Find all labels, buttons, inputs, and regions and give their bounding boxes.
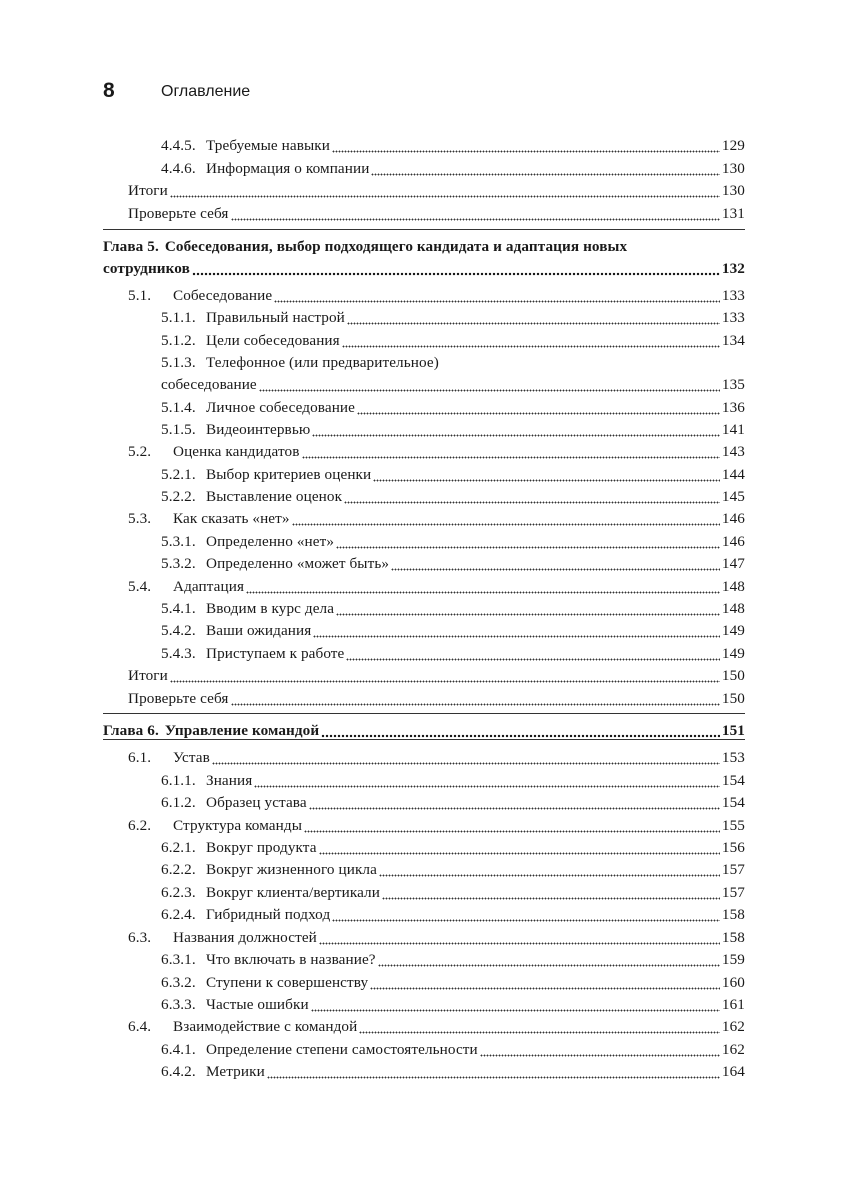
toc-section-entry[interactable] [103, 576, 745, 598]
toc-entry-page: 146 [721, 533, 745, 550]
toc-entry-title: Взаимодействие с командой [173, 1018, 358, 1035]
toc-entry-title: Вводим в курс дела [206, 600, 335, 617]
toc-entry-number: 5.1. [128, 287, 152, 304]
toc-entry-label [161, 352, 439, 374]
toc-entry-label [161, 972, 368, 994]
toc-entry-title: Цели собеседования [206, 332, 340, 349]
dot-leader [170, 180, 720, 202]
toc-section-entry[interactable] [103, 203, 745, 225]
toc-entry-number: 5.1.2. [161, 332, 196, 349]
toc-subsection-entry[interactable] [103, 972, 745, 994]
toc-entry-label [161, 307, 345, 329]
toc-entry-page: 145 [721, 488, 745, 505]
toc-entry-page: 150 [721, 667, 745, 684]
toc-entry-title: Проверьте себя [128, 205, 229, 222]
toc-subsection-entry[interactable] [103, 643, 745, 665]
toc-entry-number: 5.4.1. [161, 600, 196, 617]
toc-entry-title: Ваши ожидания [206, 622, 312, 639]
toc-entry-page: 130 [721, 182, 745, 199]
toc-section-entry[interactable] [103, 665, 745, 687]
toc-entry-label [161, 374, 257, 396]
toc-entry-number: 5.1.4. [161, 399, 196, 416]
toc-entry-number: 5.3.1. [161, 533, 196, 550]
toc-entry-number: 6.3.2. [161, 974, 196, 991]
toc-entry-title: Требуемые навыки [206, 137, 331, 154]
toc-entry-page: 133 [721, 287, 745, 304]
toc-entry-label [161, 330, 340, 352]
toc-entry-title: Структура команды [173, 817, 302, 834]
toc-subsection-entry[interactable] [103, 374, 745, 396]
toc-entry-label [128, 441, 300, 463]
toc-entry-title: Приступаем к работе [206, 645, 345, 662]
toc-subsection-entry[interactable] [103, 837, 745, 859]
toc-entry-number: 6.3.3. [161, 996, 196, 1013]
toc-entry-page: 154 [721, 772, 745, 789]
toc-entry-page: 149 [721, 645, 745, 662]
toc-entry-page: 153 [721, 749, 745, 766]
toc-entry-number: 6.1.1. [161, 772, 196, 789]
toc-entry-page: 134 [721, 332, 745, 349]
toc-entry-page: 147 [721, 555, 745, 572]
toc-entry-number: 6.1. [128, 749, 152, 766]
toc-subsection-entry[interactable] [103, 307, 745, 329]
toc-entry-title: Гибридный подход [206, 906, 331, 923]
toc-entry-label [161, 1039, 478, 1061]
toc-entry-page: 155 [721, 817, 745, 834]
toc-entry-number: 5.1.1. [161, 309, 196, 326]
toc-entry-label [161, 949, 376, 971]
toc-entry-page: 136 [721, 399, 745, 416]
toc-entry-number: Глава 6. [103, 722, 159, 739]
dot-leader [332, 135, 720, 157]
toc-entry-page: 149 [721, 622, 745, 639]
dot-leader [274, 285, 720, 307]
toc-entry-title: Знания [206, 772, 253, 789]
toc-entry-number: 6.2.4. [161, 906, 196, 923]
dot-leader [313, 620, 720, 642]
toc-entry-label [128, 665, 168, 687]
toc-entry-page: 158 [721, 906, 745, 923]
toc-subsection-entry[interactable] [103, 486, 745, 508]
dot-leader [336, 598, 720, 620]
toc-entry-page: 161 [721, 996, 745, 1013]
dot-leader [319, 837, 720, 859]
toc-entry-title: Собеседования, выбор подходящего кандидата и адаптация новых [164, 238, 628, 255]
toc-entry-number: 6.2. [128, 817, 152, 834]
toc-entry-page: 154 [721, 794, 745, 811]
toc-subsection-entry[interactable] [103, 352, 745, 374]
dot-leader [254, 770, 720, 792]
toc-entry-label [161, 620, 311, 642]
toc-entry-label [103, 258, 190, 280]
dot-leader [246, 576, 720, 598]
toc-entry-page: 156 [721, 839, 745, 856]
toc-section-entry[interactable] [103, 1016, 745, 1038]
dot-leader [378, 949, 720, 971]
toc-chapter-entry[interactable] [103, 720, 745, 742]
toc-entry-label [161, 486, 342, 508]
toc-subsection-entry[interactable] [103, 419, 745, 441]
dot-leader [319, 927, 720, 949]
toc-entry-title: Определение степени самостоятельности [206, 1041, 478, 1058]
toc-chapter-entry[interactable] [103, 258, 745, 280]
dot-leader [382, 882, 720, 904]
toc-subsection-entry[interactable] [103, 158, 745, 180]
toc-entry-page: 129 [721, 137, 745, 154]
toc-entry-label [161, 135, 330, 157]
toc-entry-label [128, 688, 229, 710]
toc-entry-title: Устав [173, 749, 210, 766]
toc-entry-page: 141 [721, 421, 745, 438]
toc-entry-number: 5.1.3. [161, 354, 196, 371]
toc-subsection-entry[interactable] [103, 531, 745, 553]
toc-subsection-entry[interactable] [103, 792, 745, 814]
toc-entry-title: Определенно «нет» [206, 533, 335, 550]
toc-entry-page: 148 [721, 578, 745, 595]
toc-entry-page: 157 [721, 884, 745, 901]
dot-leader [321, 720, 720, 742]
toc-entry-label [128, 815, 302, 837]
toc-chapter-entry[interactable] [103, 236, 745, 258]
toc-subsection-entry[interactable] [103, 598, 745, 620]
dot-leader [212, 747, 720, 769]
toc-entry-label [128, 1016, 357, 1038]
toc-entry-number: 5.3.2. [161, 555, 196, 572]
toc-entry-label [161, 1061, 265, 1083]
toc-entry-page: 132 [721, 260, 745, 277]
toc-entry-number: 5.2. [128, 443, 152, 460]
dot-leader [304, 815, 720, 837]
toc-entry-number: 6.3. [128, 929, 152, 946]
dot-leader [312, 419, 720, 441]
toc-subsection-entry[interactable] [103, 553, 745, 575]
toc-entry-label [161, 158, 369, 180]
toc-subsection-entry[interactable] [103, 397, 745, 419]
dot-leader [391, 553, 720, 575]
toc-entry-page: 133 [721, 309, 745, 326]
toc-subsection-entry[interactable] [103, 1061, 745, 1083]
toc-entry-number: 6.3.1. [161, 951, 196, 968]
toc-subsection-entry[interactable] [103, 770, 745, 792]
table-of-contents [103, 0, 745, 1200]
toc-entry-number: 6.2.2. [161, 861, 196, 878]
toc-subsection-entry[interactable] [103, 620, 745, 642]
toc-entry-number: 5.1.5. [161, 421, 196, 438]
toc-entry-title: Частые ошибки [206, 996, 309, 1013]
toc-entry-label [128, 180, 168, 202]
toc-entry-label [128, 747, 210, 769]
toc-entry-label [128, 576, 244, 598]
toc-entry-title: сотрудников [103, 260, 190, 277]
toc-entry-title: Проверьте себя [128, 690, 229, 707]
dot-leader [342, 330, 720, 352]
toc-section-entry[interactable] [103, 688, 745, 710]
toc-entry-label [161, 904, 330, 926]
toc-entry-title: Информация о компании [206, 160, 370, 177]
toc-entry-page: 146 [721, 510, 745, 527]
toc-entry-label [161, 882, 380, 904]
dot-leader [309, 792, 720, 814]
toc-entry-label [128, 508, 290, 530]
toc-entry-label [161, 643, 344, 665]
toc-entry-number: 5.4. [128, 578, 152, 595]
toc-entry-title: Оценка кандидатов [173, 443, 300, 460]
dot-leader [192, 258, 720, 280]
dot-leader [259, 374, 720, 396]
toc-section-entry[interactable] [103, 747, 745, 769]
toc-subsection-entry[interactable] [103, 135, 745, 157]
dot-leader [292, 508, 720, 530]
toc-subsection-entry[interactable] [103, 330, 745, 352]
dot-leader [371, 158, 720, 180]
toc-entry-page: 162 [721, 1018, 745, 1035]
toc-section-entry[interactable] [103, 815, 745, 837]
toc-entry-number: 5.4.2. [161, 622, 196, 639]
dot-leader [370, 972, 720, 994]
dot-leader [346, 643, 720, 665]
toc-entry-page: 158 [721, 929, 745, 946]
toc-entry-label [161, 531, 334, 553]
toc-entry-number: 5.4.3. [161, 645, 196, 662]
toc-entry-number: 6.4.1. [161, 1041, 196, 1058]
toc-entry-number: 5.2.1. [161, 466, 196, 483]
dot-leader [344, 486, 720, 508]
toc-entry-title: Названия должностей [173, 929, 317, 946]
toc-section-entry[interactable] [103, 285, 745, 307]
toc-entry-label [161, 464, 371, 486]
toc-entry-title: собеседование [161, 376, 257, 393]
toc-subsection-entry[interactable] [103, 882, 745, 904]
toc-entry-title: Определенно «может быть» [206, 555, 390, 572]
dot-leader [267, 1061, 720, 1083]
dot-leader [311, 994, 720, 1016]
toc-entry-label [161, 792, 307, 814]
dot-leader [347, 307, 720, 329]
section-rule [103, 713, 745, 714]
toc-entry-number: 6.2.3. [161, 884, 196, 901]
toc-entry-label [161, 770, 252, 792]
toc-entry-title: Адаптация [173, 578, 245, 595]
dot-leader [379, 859, 720, 881]
toc-subsection-entry[interactable] [103, 859, 745, 881]
dot-leader [231, 688, 720, 710]
dot-leader [480, 1039, 720, 1061]
toc-subsection-entry[interactable] [103, 949, 745, 971]
toc-entry-title: Собеседование [173, 287, 273, 304]
toc-entry-label [128, 203, 229, 225]
running-head: Оглавление [161, 83, 251, 100]
toc-entry-page: 135 [721, 376, 745, 393]
toc-entry-title: Как сказать «нет» [173, 510, 290, 527]
toc-entry-page: 143 [721, 443, 745, 460]
toc-entry-number: Глава 5. [103, 238, 159, 255]
toc-entry-number: 4.4.5. [161, 137, 196, 154]
dot-leader [170, 665, 720, 687]
toc-entry-title: Ступени к совершенству [206, 974, 369, 991]
toc-entry-number: 6.2.1. [161, 839, 196, 856]
toc-entry-page: 164 [721, 1063, 745, 1080]
toc-entry-title: Видеоинтервью [206, 421, 311, 438]
toc-entry-title: Что включать в название? [206, 951, 376, 968]
toc-entry-title: Телефонное (или предварительное) [206, 354, 439, 371]
toc-entry-page: 151 [721, 722, 745, 739]
dot-leader [302, 441, 720, 463]
toc-entry-label [161, 397, 355, 419]
toc-section-entry[interactable] [103, 441, 745, 463]
toc-section-entry[interactable] [103, 927, 745, 949]
toc-entry-label [128, 927, 317, 949]
toc-entry-title: Образец устава [206, 794, 307, 811]
toc-entry-label [161, 419, 310, 441]
toc-entry-title: Управление командой [164, 722, 320, 739]
toc-entry-number: 5.2.2. [161, 488, 196, 505]
toc-entry-page: 160 [721, 974, 745, 991]
toc-entry-title: Вокруг жизненного цикла [206, 861, 377, 878]
dot-leader [373, 464, 720, 486]
toc-entry-page: 150 [721, 690, 745, 707]
toc-entry-page: 157 [721, 861, 745, 878]
toc-subsection-entry[interactable] [103, 904, 745, 926]
toc-subsection-entry[interactable] [103, 464, 745, 486]
toc-entry-page: 130 [721, 160, 745, 177]
toc-entry-label [161, 994, 309, 1016]
toc-subsection-entry[interactable] [103, 994, 745, 1016]
toc-entry-number: 5.3. [128, 510, 152, 527]
toc-entry-page: 131 [721, 205, 745, 222]
toc-entry-page: 144 [721, 466, 745, 483]
toc-section-entry[interactable] [103, 508, 745, 530]
toc-entry-label [103, 236, 627, 258]
toc-entry-title: Итоги [128, 667, 168, 684]
toc-entry-title: Итоги [128, 182, 168, 199]
toc-entry-title: Правильный настрой [206, 309, 345, 326]
toc-entry-label [161, 837, 317, 859]
page-number: 8 [103, 79, 115, 102]
toc-entry-title: Метрики [206, 1063, 265, 1080]
toc-entry-title: Личное собеседование [206, 399, 355, 416]
toc-entry-label [161, 553, 389, 575]
toc-entry-title: Вокруг клиента/вертикали [206, 884, 380, 901]
toc-entry-title: Выставление оценок [206, 488, 343, 505]
dot-leader [231, 203, 720, 225]
toc-entry-label [128, 285, 272, 307]
toc-entry-number: 6.4.2. [161, 1063, 196, 1080]
dot-leader [357, 397, 720, 419]
toc-entry-page: 148 [721, 600, 745, 617]
dot-leader [336, 531, 720, 553]
dot-leader [359, 1016, 720, 1038]
toc-entry-title: Вокруг продукта [206, 839, 317, 856]
toc-subsection-entry[interactable] [103, 1039, 745, 1061]
toc-entry-title: Выбор критериев оценки [206, 466, 372, 483]
toc-entry-page: 162 [721, 1041, 745, 1058]
toc-entry-number: 6.4. [128, 1018, 152, 1035]
toc-entry-label [161, 598, 334, 620]
toc-entry-number: 4.4.6. [161, 160, 196, 177]
toc-entry-label [103, 720, 319, 742]
toc-entry-label [161, 859, 377, 881]
toc-section-entry[interactable] [103, 180, 745, 202]
toc-entry-number: 6.1.2. [161, 794, 196, 811]
section-rule [103, 229, 745, 230]
dot-leader [332, 904, 720, 926]
toc-entry-page: 159 [721, 951, 745, 968]
